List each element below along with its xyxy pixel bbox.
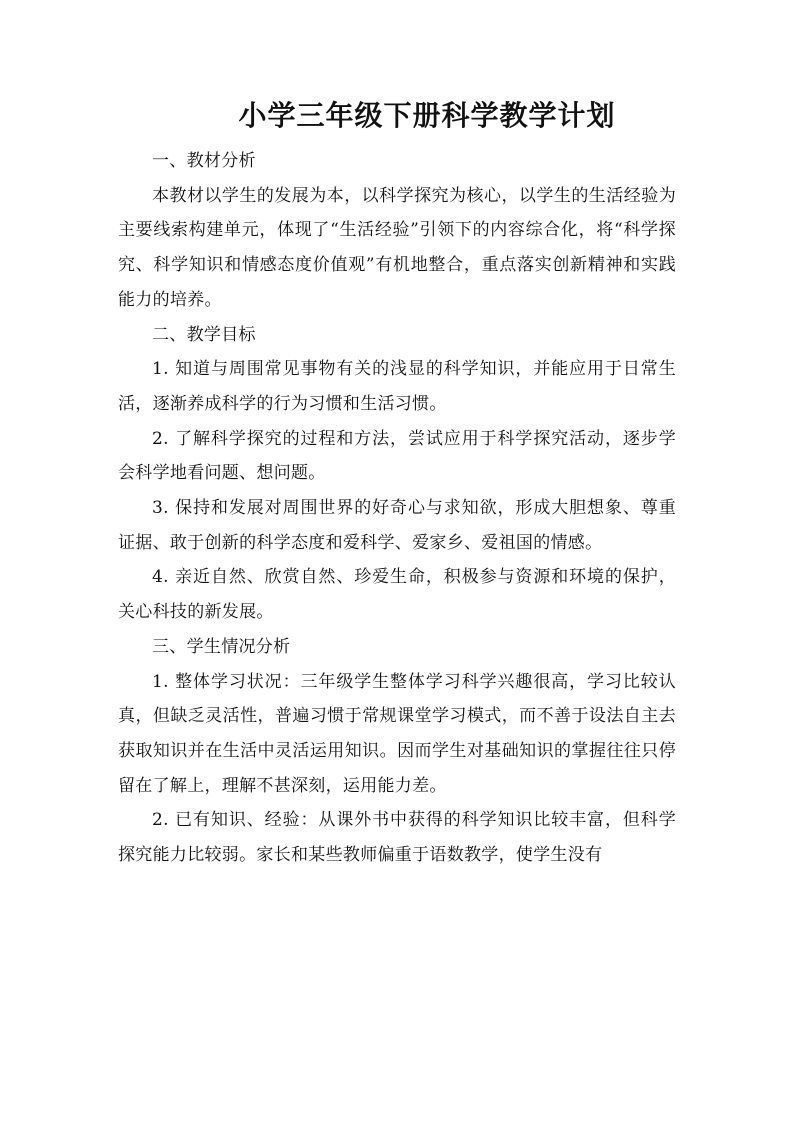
body-paragraph: 本教材以学生的发展为本，以科学探究为核心，以学生的生活经验为主要线索构建单元，体现了“生活经验”引领下的内容综合化，将“科学探究、科学知识和情感态度价值观”有机地整合，重点落实创新精神和实践能力的培养。 [118, 185, 676, 310]
document-body [118, 144, 676, 873]
list-item: 4. 亲近自然、欣赏自然、珍爱生命，积极参与资源和环境的保护，关心科技的新发展。 [118, 567, 676, 623]
section-heading: 一、教材分析 [152, 151, 256, 171]
section-heading: 三、学生情况分析 [152, 636, 291, 657]
list-item: 2. 已有知识、经验：从课外书中获得的科学知识比较丰富，但科学探究能力比较弱。家长和某些教师偏重于语数教学，使学生没有 [118, 810, 676, 866]
list-item: 1. 知道与周围常见事物有关的浅显的科学知识，并能应用于日常生活，逐渐养成科学的行为习惯和生活习惯。 [118, 359, 676, 414]
list-item: 2. 了解科学探究的过程和方法，尝试应用于科学探究活动，逐步学会科学地看问题、想问题。 [118, 428, 676, 484]
list-item: 1. 整体学习状况：三年级学生整体学习科学兴趣很高，学习比较认真，但缺乏灵活性，普遍习惯于常规课堂学习模式，而不善于设法自主去获取知识并在生活中灵活运用知识。因而学生对基础知识的掌握往往只停留在了解上，理解不甚深刻，运用能力差。 [118, 671, 676, 796]
document-title: 小学三年级下册科学教学计划 [238, 99, 616, 132]
section-heading: 二、教学目标 [152, 324, 256, 345]
list-item: 3. 保持和发展对周围世界的好奇心与求知欲，形成大胆想象、尊重证据、敢于创新的科学态度和爱科学、爱家乡、爱祖国的情感。 [118, 498, 676, 553]
